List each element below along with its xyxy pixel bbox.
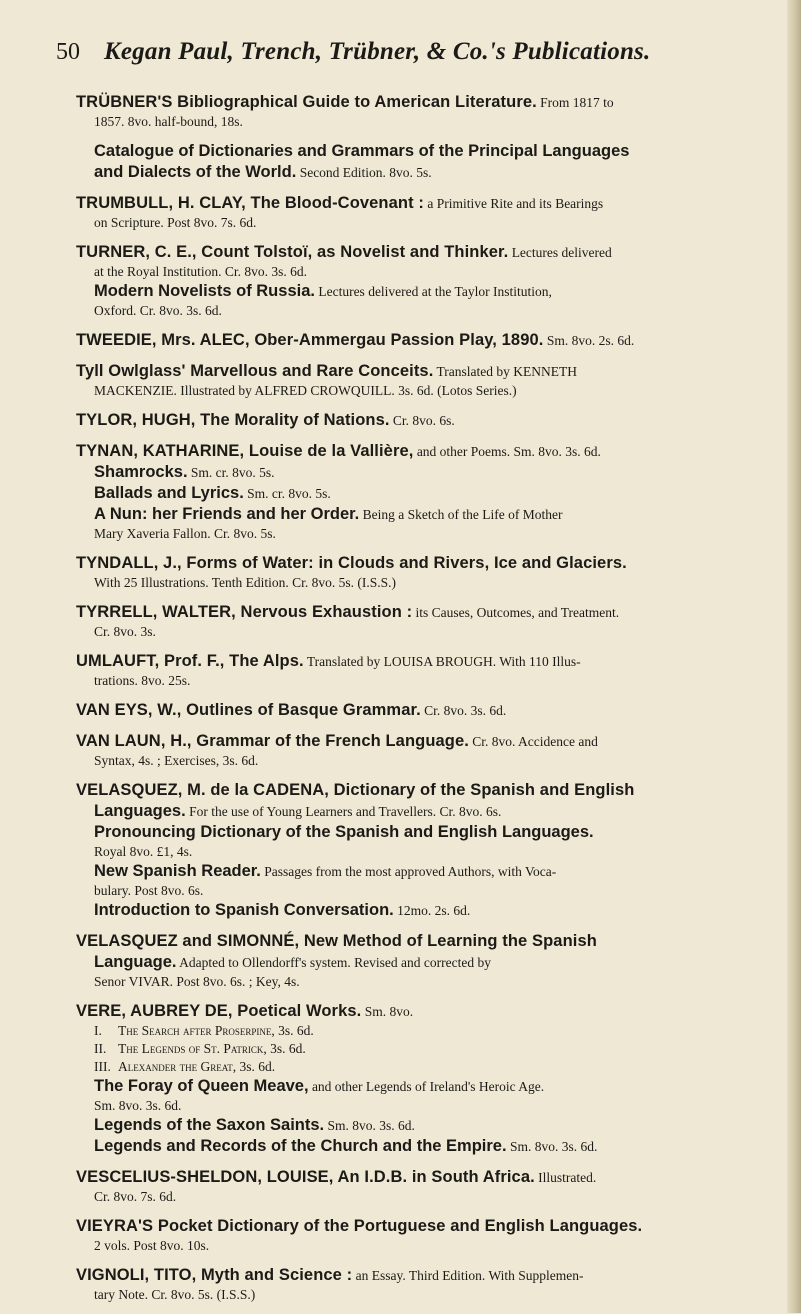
entry-details: Second Edition. 8vo. 5s. xyxy=(296,165,432,180)
entry-author-title: VAN EYS, W., Outlines of Basque Grammar. xyxy=(76,701,421,719)
entry-details: an Essay. Third Edition. With Supplemen- xyxy=(352,1268,584,1283)
entry-details: Illustrated. xyxy=(534,1170,597,1185)
running-head: Kegan Paul, Trench, Trübner, & Co.'s Publications. xyxy=(104,38,651,65)
entry-line xyxy=(76,281,768,302)
entry-details: 3s. 6d. xyxy=(270,1041,306,1056)
catalogue-entry xyxy=(76,441,768,543)
entry-heading-line xyxy=(76,1216,768,1237)
entry-details: Sm. 8vo. 3s. 6d. xyxy=(94,1098,182,1113)
entry-details: Passages from the most approved Authors, with Voca- xyxy=(260,864,557,879)
entry-details: Being a Sketch of the Life of Mother xyxy=(359,507,563,522)
entry-line xyxy=(76,952,768,973)
entry-line xyxy=(76,504,768,525)
entry-details: 1857. 8vo. half-bound, 18s. xyxy=(94,114,243,129)
entry-details: 3s. 6d. xyxy=(278,1023,314,1038)
entry-title: and Dialects of the World. xyxy=(94,163,297,181)
catalogue-entry xyxy=(76,1265,768,1304)
entry-details: Mary Xaveria Fallon. Cr. 8vo. 5s. xyxy=(94,526,276,541)
entry-author-title: VIGNOLI, TITO, Myth and Science : xyxy=(76,1266,353,1284)
entry-details: at the Royal Institution. Cr. 8vo. 3s. 6d. xyxy=(94,264,307,279)
entry-details: Sm. 8vo. 3s. 6d. xyxy=(506,1139,598,1154)
entry-line xyxy=(76,900,768,921)
entry-details: Oxford. Cr. 8vo. 3s. 6d. xyxy=(94,303,222,318)
entry-details: Sm. cr. 8vo. 5s. xyxy=(243,486,331,501)
entry-author-title: TYLOR, HUGH, The Morality of Nations. xyxy=(76,411,390,429)
entry-details: Alexander the Great, xyxy=(118,1059,240,1074)
entry-details: 3s. 6d. xyxy=(239,1059,276,1074)
entry-line xyxy=(76,1115,768,1136)
entry-line xyxy=(76,113,768,131)
entry-line xyxy=(76,1058,768,1076)
entry-heading-line xyxy=(76,700,768,721)
entry-heading-line xyxy=(76,780,768,801)
entry-heading-line xyxy=(76,1265,768,1286)
entry-line xyxy=(76,843,768,861)
entry-heading-line xyxy=(76,441,768,462)
entry-author-title: TWEEDIE, Mrs. ALEC, Ober-Ammergau Passion Play, 1890. xyxy=(76,331,544,349)
catalogue-entry xyxy=(76,193,768,232)
entry-line xyxy=(76,672,768,690)
entry-author-title: TYNAN, KATHARINE, Louise de la Vallière, xyxy=(76,442,414,460)
catalogue-entry xyxy=(76,1167,768,1206)
entry-details: Translated by KENNETH xyxy=(433,364,578,379)
entry-line xyxy=(76,822,768,843)
entry-heading-line xyxy=(76,1001,768,1022)
catalogue-entry xyxy=(76,242,768,320)
entry-details: Translated by LOUISA BROUGH. With 110 Illus- xyxy=(303,654,581,669)
entry-title: Modern Novelists of Russia. xyxy=(94,282,315,300)
volume-number: II. xyxy=(94,1041,107,1056)
entry-title: Catalogue of Dictionaries and Grammars of the Principal Languages xyxy=(94,142,630,160)
catalogue-entry xyxy=(76,330,768,351)
entry-title: Legends of the Saxon Saints. xyxy=(94,1116,325,1134)
catalogue-entry xyxy=(76,92,768,131)
entry-details: on Scripture. Post 8vo. 7s. 6d. xyxy=(94,215,257,230)
entry-details: Sm. 8vo. xyxy=(361,1004,414,1019)
entry-author-title: TRUMBULL, H. CLAY, The Blood-Covenant : xyxy=(76,194,424,212)
entry-title: A Nun: her Friends and her Order. xyxy=(94,505,360,523)
catalogue-entry xyxy=(76,553,768,592)
entry-heading-line xyxy=(76,410,768,431)
entry-details: trations. 8vo. 25s. xyxy=(94,673,191,688)
entry-title: Legends and Records of the Church and the Empire. xyxy=(94,1137,507,1155)
page-edge-shadow xyxy=(787,0,801,1313)
entry-title: New Spanish Reader. xyxy=(94,862,261,880)
catalogue-entry xyxy=(76,361,768,400)
entry-details: tary Note. Cr. 8vo. 5s. (I.S.S.) xyxy=(94,1287,256,1302)
catalogue-entry xyxy=(76,700,768,721)
entry-heading-line xyxy=(76,141,768,162)
entry-details: a Primitive Rite and its Bearings xyxy=(423,196,604,211)
entry-details: Syntax, 4s. ; Exercises, 3s. 6d. xyxy=(94,753,259,768)
entry-title: Shamrocks. xyxy=(94,463,188,481)
entry-author-title: TRÜBNER'S Bibliographical Guide to American Literature. xyxy=(76,93,537,111)
entry-details: For the use of Young Learners and Travellers. Cr. 8vo. 6s. xyxy=(185,804,502,819)
entry-author-title: VERE, AUBREY DE, Poetical Works. xyxy=(76,1002,362,1020)
page-number: 50 xyxy=(56,39,80,65)
entry-line xyxy=(76,1237,768,1255)
catalogue-entry xyxy=(76,1001,768,1157)
entry-line xyxy=(76,525,768,543)
entry-line xyxy=(76,302,768,320)
entry-details: Cr. 8vo. 3s. xyxy=(94,624,156,639)
entry-details: Cr. 8vo. 3s. 6d. xyxy=(420,703,507,718)
entry-title: Introduction to Spanish Conversation. xyxy=(94,901,394,919)
entry-details: From 1817 to xyxy=(536,95,614,110)
entry-details: Lectures delivered at the Taylor Institution, xyxy=(314,284,552,299)
entry-line xyxy=(76,162,768,183)
entry-heading-line xyxy=(76,242,768,263)
entry-heading-line xyxy=(76,731,768,752)
entry-details: Senor VIVAR. Post 8vo. 6s. ; Key, 4s. xyxy=(94,974,300,989)
catalogue-list xyxy=(76,92,768,1314)
entry-line xyxy=(76,214,768,232)
entry-details: and other Legends of Ireland's Heroic Age. xyxy=(308,1079,545,1094)
entry-line xyxy=(76,1286,768,1304)
entry-details: and other Poems. Sm. 8vo. 3s. 6d. xyxy=(413,444,601,459)
entry-heading-line xyxy=(76,553,768,574)
entry-title: Language. xyxy=(94,953,177,971)
entry-details: 2 vols. Post 8vo. 10s. xyxy=(94,1238,210,1253)
entry-heading-line xyxy=(76,1167,768,1188)
volume-number: III. xyxy=(94,1059,111,1074)
entry-heading-line xyxy=(76,602,768,623)
entry-line xyxy=(76,1076,768,1097)
catalogue-entry xyxy=(76,1216,768,1255)
entry-details: Adapted to Ollendorff's system. Revised and corrected by xyxy=(176,955,491,970)
entry-line xyxy=(76,1136,768,1157)
entry-details: Cr. 8vo. 6s. xyxy=(389,413,455,428)
entry-author-title: UMLAUFT, Prof. F., The Alps. xyxy=(76,652,304,670)
entry-line xyxy=(76,1097,768,1115)
entry-title: The Foray of Queen Meave, xyxy=(94,1077,309,1095)
entry-details: With 25 Illustrations. Tenth Edition. Cr. 8vo. 5s. (I.S.S.) xyxy=(94,575,397,590)
catalogue-entry xyxy=(76,410,768,431)
entry-line xyxy=(76,1188,768,1206)
entry-line xyxy=(76,623,768,641)
entry-line xyxy=(76,382,768,400)
entry-title: Ballads and Lyrics. xyxy=(94,484,244,502)
entry-heading-line xyxy=(76,931,768,952)
entry-line xyxy=(76,462,768,483)
entry-title: Pronouncing Dictionary of the Spanish and English Languages. xyxy=(94,823,594,841)
catalogue-entry xyxy=(76,651,768,690)
entry-heading-line xyxy=(76,193,768,214)
entry-details: its Causes, Outcomes, and Treatment. xyxy=(412,605,620,620)
entry-details: MACKENZIE. Illustrated by ALFRED CROWQUILL. 3s. 6d. (Lotos Series.) xyxy=(94,383,517,398)
entry-line xyxy=(76,973,768,991)
entry-details: Lectures delivered xyxy=(508,245,612,260)
entry-details: The Search after Proserpine, xyxy=(118,1023,279,1038)
entry-heading-line xyxy=(76,361,768,382)
entry-author-title: TYRRELL, WALTER, Nervous Exhaustion : xyxy=(76,603,413,621)
entry-line xyxy=(76,574,768,592)
entry-details: The Legends of St. Patrick, xyxy=(118,1041,271,1056)
entry-line xyxy=(76,483,768,504)
entry-details: Sm. cr. 8vo. 5s. xyxy=(187,465,275,480)
catalogue-entry xyxy=(76,141,768,183)
entry-details: Sm. 8vo. 3s. 6d. xyxy=(324,1118,415,1133)
entry-line xyxy=(76,263,768,281)
entry-author-title: TYNDALL, J., Forms of Water: in Clouds and Rivers, Ice and Glaciers. xyxy=(76,554,627,572)
entry-author-title: TURNER, C. E., Count Tolstoï, as Novelist and Thinker. xyxy=(76,243,509,261)
entry-details: bulary. Post 8vo. 6s. xyxy=(94,883,204,898)
catalogue-entry xyxy=(76,731,768,770)
entry-line xyxy=(76,752,768,770)
entry-line xyxy=(76,1040,768,1058)
volume-number: I. xyxy=(94,1023,102,1038)
entry-line xyxy=(76,882,768,900)
entry-author-title: VELASQUEZ, M. de la CADENA, Dictionary of the Spanish and English xyxy=(76,781,635,799)
entry-details: Cr. 8vo. Accidence and xyxy=(468,734,598,749)
entry-details: 12mo. 2s. 6d. xyxy=(393,903,471,918)
entry-details: Cr. 8vo. 7s. 6d. xyxy=(94,1189,177,1204)
entry-heading-line xyxy=(76,330,768,351)
entry-details: Sm. 8vo. 2s. 6d. xyxy=(543,333,635,348)
entry-author-title: VIEYRA'S Pocket Dictionary of the Portuguese and English Languages. xyxy=(76,1217,643,1235)
page-header xyxy=(56,38,756,66)
entry-author-title: VAN LAUN, H., Grammar of the French Language. xyxy=(76,732,469,750)
entry-author-title: VELASQUEZ and SIMONNÉ, New Method of Learning the Spanish xyxy=(76,932,597,950)
entry-heading-line xyxy=(76,651,768,672)
catalogue-entry xyxy=(76,931,768,991)
entry-author-title: Tyll Owlglass' Marvellous and Rare Conceits. xyxy=(76,362,434,380)
entry-heading-line xyxy=(76,92,768,113)
entry-author-title: VESCELIUS-SHELDON, LOUISE, An I.D.B. in South Africa. xyxy=(76,1168,535,1186)
catalogue-entry xyxy=(76,780,768,921)
entry-line xyxy=(76,1022,768,1040)
entry-line xyxy=(76,861,768,882)
entry-title: Languages. xyxy=(94,802,186,820)
catalogue-entry xyxy=(76,602,768,641)
entry-line xyxy=(76,801,768,822)
entry-details: Royal 8vo. £1, 4s. xyxy=(94,844,193,859)
